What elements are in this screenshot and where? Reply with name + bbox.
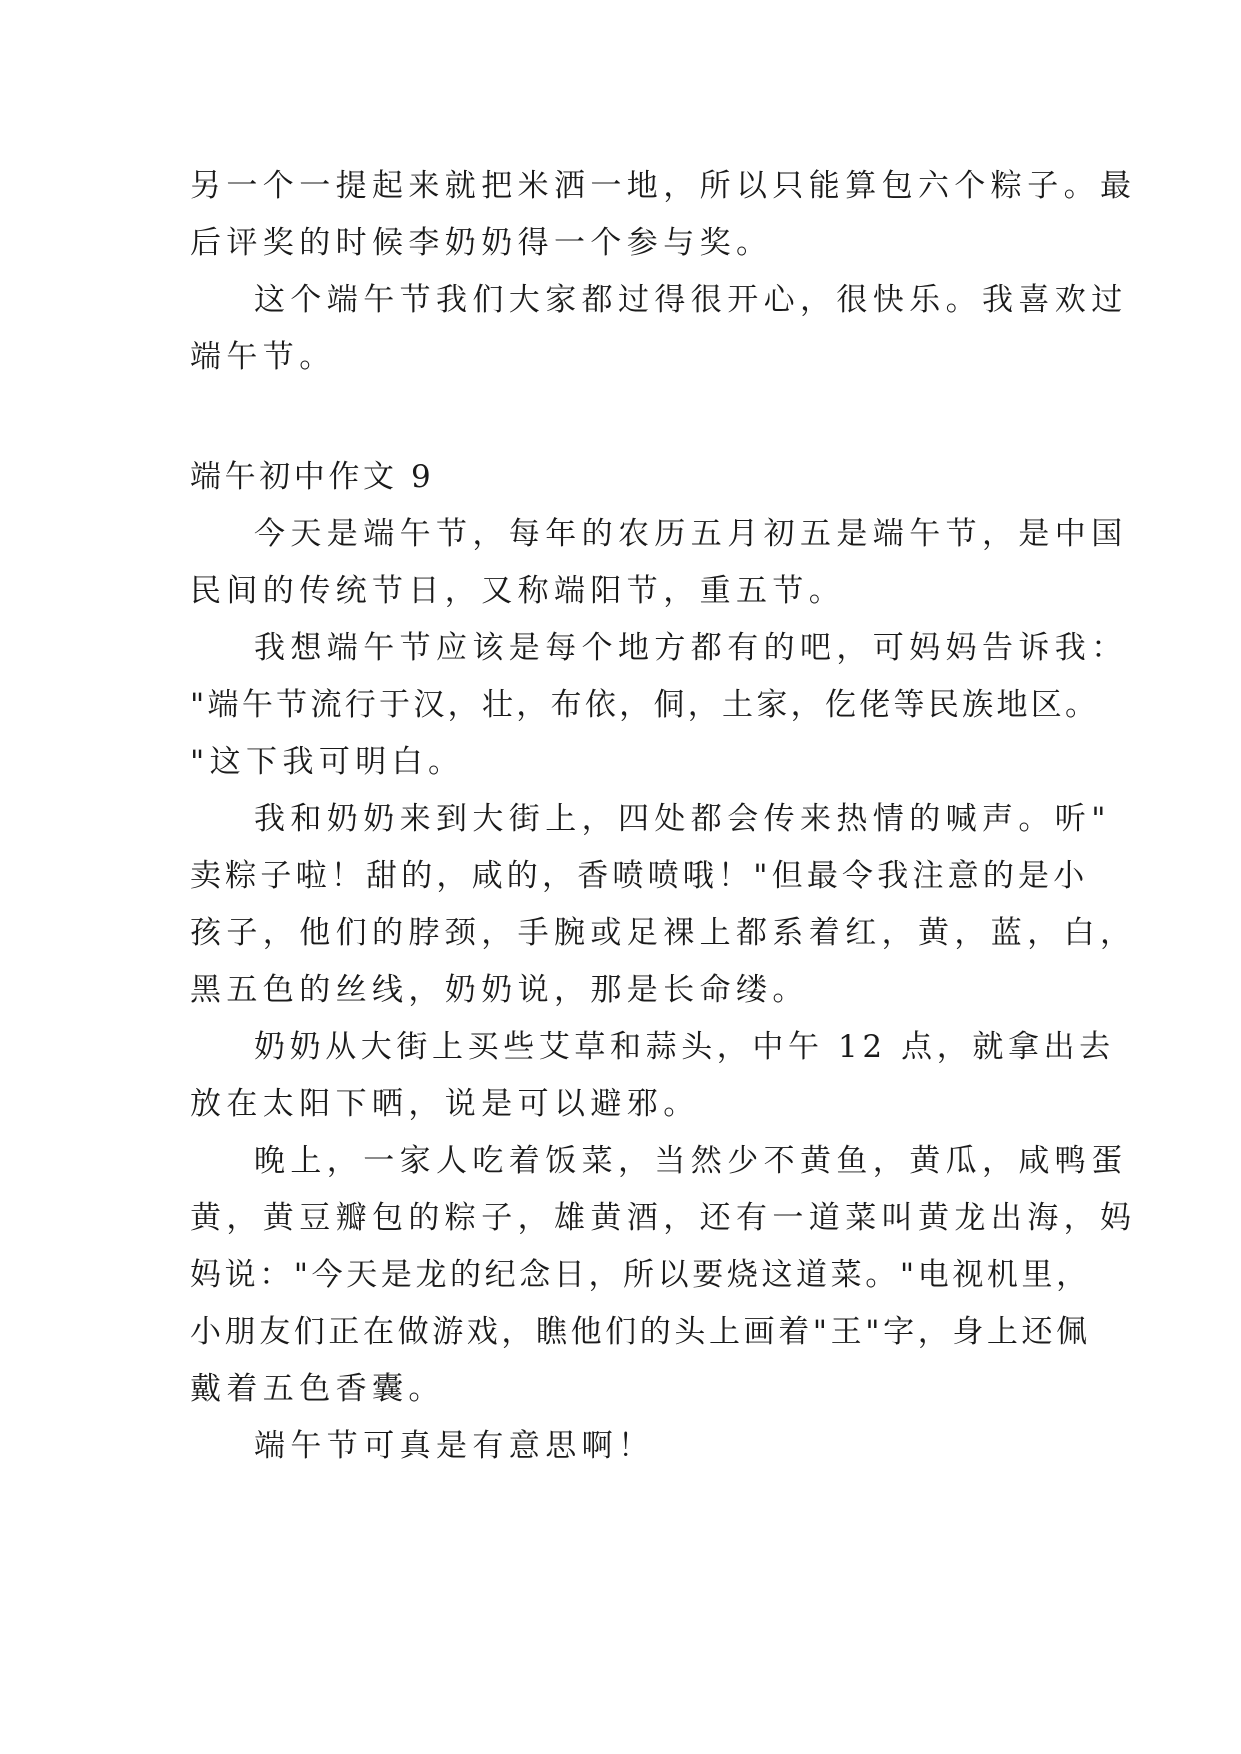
- text-line: 妈说："今天是龙的纪念日，所以要烧这道菜。"电视机里，: [190, 1257, 1091, 1293]
- text-line: 另一个一提起来就把米洒一地，所以只能算包六个粽子。最: [190, 168, 1137, 204]
- paragraph-start-line: 端午节可真是有意思啊！: [254, 1428, 655, 1464]
- text-line: 放在太阳下晒，说是可以避邪。: [190, 1086, 700, 1122]
- text-line: 民间的传统节日，又称端阳节，重五节。: [190, 573, 846, 609]
- paragraph-start-line: 我和奶奶来到大街上，四处都会传来热情的喊声。听": [254, 801, 1111, 837]
- text-line: 黄，黄豆瓣包的粽子，雄黄酒，还有一道菜叫黄龙出海，妈: [190, 1200, 1137, 1236]
- text-line: 黑五色的丝线，奶奶说，那是长命缕。: [190, 972, 809, 1008]
- section-title: 端午初中作文 9: [190, 459, 435, 495]
- text-line: "这下我可明白。: [190, 744, 465, 780]
- text-line: 卖粽子啦！甜的，咸的，香喷喷哦！"但最令我注意的是小: [190, 858, 1089, 894]
- text-line: "端午节流行于汉，壮，布依，侗，土家，仡佬等民族地区。: [190, 687, 1100, 723]
- text-line: 戴着五色香囊。: [190, 1371, 445, 1407]
- paragraph-start-line: 这个端午节我们大家都过得很开心，很快乐。我喜欢过: [254, 282, 1128, 318]
- text-line: 后评奖的时候李奶奶得一个参与奖。: [190, 225, 773, 261]
- paragraph-start-line: 奶奶从大街上买些艾草和蒜头，中午 12 点，就拿出去: [254, 1029, 1115, 1065]
- text-line: 小朋友们正在做游戏，瞧他们的头上画着"王"字，身上还佩: [190, 1314, 1091, 1350]
- text-line: 端午节。: [190, 339, 336, 375]
- paragraph-start-line: 晚上，一家人吃着饭菜，当然少不黄鱼，黄瓜，咸鸭蛋: [254, 1143, 1128, 1179]
- text-line: 孩子，他们的脖颈，手腕或足裸上都系着红，黄，蓝，白，: [190, 915, 1137, 951]
- paragraph-start-line: 我想端午节应该是每个地方都有的吧，可妈妈告诉我：: [254, 630, 1128, 666]
- paragraph-start-line: 今天是端午节，每年的农历五月初五是端午节，是中国: [254, 516, 1128, 552]
